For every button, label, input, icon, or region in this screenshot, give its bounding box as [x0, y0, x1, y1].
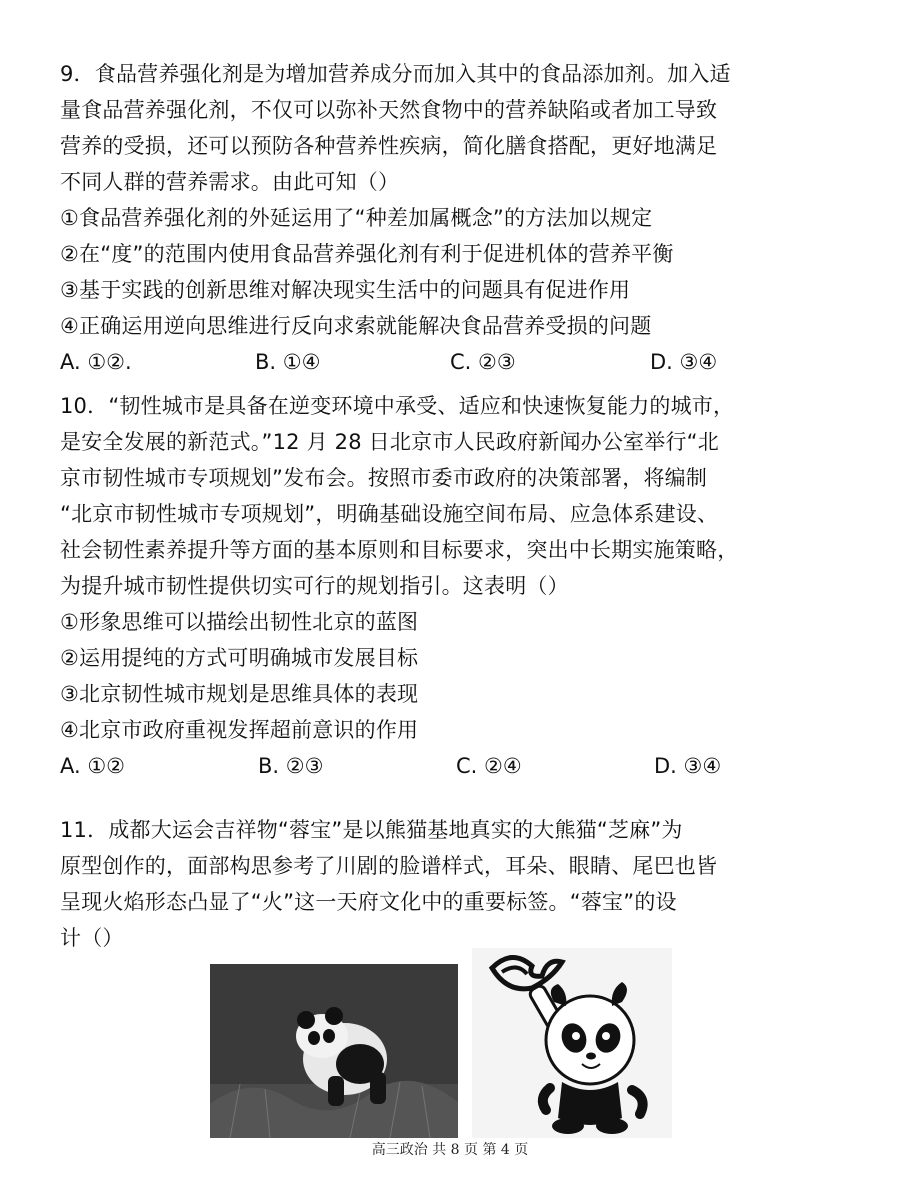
q9-stem-line: 量食品营养强化剂，不仅可以弥补天然食物中的营养缺陷或者加工导致 — [60, 98, 718, 122]
q9-option-b: B. ①④ — [255, 350, 321, 374]
q9-stem-line: 不同人群的营养需求。由此可知（） — [60, 170, 400, 194]
q10-statement: ④北京市政府重视发挥超前意识的作用 — [60, 718, 419, 742]
q9-statement: ④正确运用逆向思维进行反向求索就能解决食品营养受损的问题 — [60, 314, 652, 338]
q9-statement: ③基于实践的创新思维对解决现实生活中的问题具有促进作用 — [60, 278, 631, 302]
q10-stem-line: 10．“韧性城市是具备在逆变环境中承受、适应和快速恢复能力的城市， — [60, 394, 735, 418]
panda-mascot-art — [472, 948, 672, 1138]
q10-option-c: C. ②④ — [456, 754, 522, 778]
q10-statement: ①形象思维可以描绘出韧性北京的蓝图 — [60, 610, 419, 634]
q9-option-d: D. ③④ — [650, 350, 718, 374]
q11-stem-line: 11．成都大运会吉祥物“蓉宝”是以熊猫基地真实的大熊猫“芝麻”为 — [60, 818, 683, 842]
q10-stem-line: 社会韧性素养提升等方面的基本原则和目标要求，突出中长期实施策略， — [60, 538, 739, 562]
q10-option-a: A. ①② — [60, 754, 125, 778]
q9-statement: ①食品营养强化剂的外延运用了“种差加属概念”的方法加以规定 — [60, 206, 653, 230]
question-9 — [60, 56, 860, 380]
q11-stem-line: 计（） — [60, 926, 124, 950]
question-11 — [60, 812, 860, 956]
panda-photo-icon — [210, 964, 458, 1138]
q10-statement: ③北京韧性城市规划是思维具体的表现 — [60, 682, 419, 706]
q10-stem-line: “北京市韧性城市专项规划”，明确基础设施空间布局、应急体系建设、 — [60, 502, 719, 526]
q10-option-b: B. ②③ — [258, 754, 324, 778]
q11-stem-line: 原型创作的，面部构思参考了川剧的脸谱样式，耳朵、眼睛、尾巴也皆 — [60, 854, 718, 878]
question-10 — [60, 388, 860, 784]
q10-stem-line: 为提升城市韧性提供切实可行的规划指引。这表明（） — [60, 574, 569, 598]
q9-option-c: C. ②③ — [450, 350, 516, 374]
q9-stem-line: 营养的受损，还可以预防各种营养性疾病，简化膳食搭配，更好地满足 — [60, 134, 718, 158]
q9-options — [60, 344, 860, 380]
panda-mascot-icon — [472, 948, 672, 1138]
q10-stem-line: 京市韧性城市专项规划”发布会。按照市委市政府的决策部署，将编制 — [60, 466, 708, 490]
q11-images — [210, 948, 670, 1138]
q10-stem-line: 是安全发展的新范式。”12 月 28 日北京市人民政府新闻办公室举行“北 — [60, 430, 719, 454]
q11-stem-line: 呈现火焰形态凸显了“火”这一天府文化中的重要标签。“蓉宝”的设 — [60, 890, 677, 914]
q9-statement: ②在“度”的范围内使用食品营养强化剂有利于促进机体的营养平衡 — [60, 242, 674, 266]
q9-stem-line: 9．食品营养强化剂是为增加营养成分而加入其中的食品添加剂。加入适 — [60, 62, 731, 86]
q9-option-a: A. ①②. — [60, 350, 132, 374]
q10-options — [60, 748, 860, 784]
q10-option-d: D. ③④ — [654, 754, 722, 778]
page-footer: 高三政治 共 8 页 第 4 页 — [371, 1142, 529, 1158]
panda-photo-art — [210, 964, 458, 1138]
q10-statement: ②运用提纯的方式可明确城市发展目标 — [60, 646, 419, 670]
